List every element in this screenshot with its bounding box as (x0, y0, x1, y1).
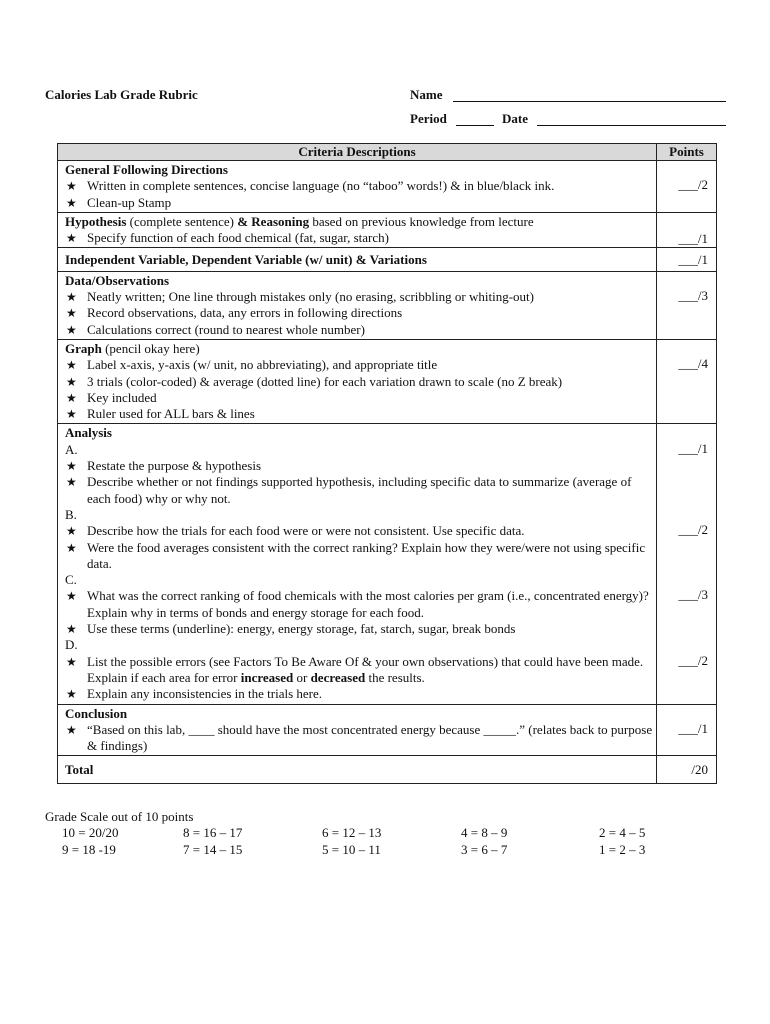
star-bullet-icon: ★ (66, 390, 77, 405)
star-bullet-icon: ★ (66, 231, 77, 246)
list-item: ★ 3 trials (color-coded) & average (dotted line) for each variation drawn to scale (no Z break) (66, 373, 563, 389)
star-bullet-icon: ★ (66, 589, 77, 604)
star-bullet-icon: ★ (66, 306, 77, 321)
list-item: ★ Label x-axis, y-axis (w/ unit, no abbreviating), and appropriate title (66, 357, 438, 373)
list-item: ★ Clean-up Stamp (66, 194, 172, 210)
points-cell[interactable] (657, 704, 717, 756)
points-cell[interactable] (657, 248, 717, 271)
star-bullet-icon: ★ (66, 290, 77, 305)
table-row (58, 424, 717, 704)
list-item: ★ “Based on this lab, ____ should have the most concentrated energy because _____.” (relates back to purpose & findings) (66, 721, 653, 754)
name-label: Name (410, 87, 443, 102)
page-title: Calories Lab Grade Rubric (45, 87, 198, 102)
points-value: ___/1 (678, 252, 708, 268)
list-item: ★ Neatly written; One line through mistakes only (no erasing, scribbling or whiting-out) (66, 289, 534, 305)
list-item: ★ Ruler used for ALL bars & lines (66, 406, 255, 422)
points-value: ___/3 (678, 288, 708, 304)
star-bullet-icon: ★ (66, 374, 77, 389)
total-label: Total (58, 756, 657, 783)
list-item: ★ Explain any inconsistencies in the trials here. (66, 686, 323, 702)
grade-scale-entry: 4 = 8 – 9 (461, 825, 508, 840)
points-value: ___/3 (678, 587, 708, 603)
list-item: ★ What was the correct ranking of food chemicals with the most calories per gram (i.e., concentrated energy)? Explain why in terms of bonds and energy storage for each food. (66, 588, 649, 620)
grade-scale-entry: 8 = 16 – 17 (183, 825, 243, 840)
criteria-cell (58, 424, 657, 704)
list-item: ★ Specify function of each food chemical (fat, sugar, starch) (66, 230, 389, 246)
points-cell[interactable] (657, 339, 717, 423)
star-bullet-icon: ★ (66, 654, 77, 669)
list-item: ★ Key included (66, 389, 157, 405)
section-title: Hypothesis (complete sentence) & Reasoning based on previous knowledge from lecture (65, 213, 534, 229)
table-row (58, 704, 717, 756)
list-item: ★ Were the food averages consistent with the correct ranking? Explain how they were/were not using specific data. (66, 539, 646, 571)
star-bullet-icon: ★ (66, 722, 77, 737)
analysis-part-letter: B. (65, 506, 77, 522)
points-value: ___/1 (678, 440, 708, 456)
grade-scale-entry: 7 = 14 – 15 (183, 842, 243, 857)
list-item: ★ Written in complete sentences, concise language (no “taboo” words!) & in blue/black ink. (66, 178, 555, 194)
date-label: Date (502, 111, 528, 126)
section-title: Conclusion (65, 705, 128, 721)
name-blank-line[interactable] (453, 101, 726, 102)
star-bullet-icon: ★ (66, 687, 77, 702)
criteria-cell (58, 161, 657, 213)
list-item: ★ Calculations correct (round to nearest whole number) (66, 321, 365, 337)
table-row (58, 212, 717, 248)
table-row (58, 161, 717, 213)
points-value: ___/2 (678, 177, 708, 193)
section-title: Independent Variable, Dependent Variable (w/ unit) & Variations (65, 252, 427, 268)
table-row (58, 339, 717, 423)
points-value: ___/2 (678, 652, 708, 668)
grade-scale-entry: 6 = 12 – 13 (322, 825, 382, 840)
grade-scale-title: Grade Scale out of 10 points (45, 809, 194, 824)
section-title: Graph (pencil okay here) (65, 340, 200, 356)
list-item: ★ Restate the purpose & hypothesis (66, 458, 262, 474)
date-blank-line[interactable] (537, 125, 726, 126)
section-title: Data/Observations (65, 272, 169, 288)
star-bullet-icon: ★ (66, 358, 77, 373)
points-value: ___/1 (678, 231, 708, 247)
list-item: ★ Describe whether or not findings supported hypothesis, including specific data to summarize (average of each food) why or why not. (66, 474, 632, 506)
table-row (58, 248, 717, 271)
section-title: Analysis (65, 425, 112, 441)
star-bullet-icon: ★ (66, 475, 77, 490)
grade-scale-entry: 9 = 18 -19 (62, 842, 116, 857)
points-cell[interactable] (657, 424, 717, 704)
star-bullet-icon: ★ (66, 179, 77, 194)
grade-scale-entry: 1 = 2 – 3 (599, 842, 646, 857)
table-header-row (58, 144, 717, 161)
analysis-part-letter: A. (65, 441, 78, 457)
star-bullet-icon: ★ (66, 459, 77, 474)
star-bullet-icon: ★ (66, 524, 77, 539)
period-blank-line[interactable] (456, 125, 494, 126)
criteria-cell (58, 704, 657, 756)
points-value: ___/2 (678, 522, 708, 538)
points-value: ___/1 (678, 720, 708, 736)
grade-scale-entry: 5 = 10 – 11 (322, 842, 381, 857)
grade-scale-entry: 2 = 4 – 5 (599, 825, 646, 840)
rubric-table (57, 143, 717, 784)
list-item: ★ List the possible errors (see Factors To Be Aware Of & your own observations) that could have been made. Explain if each area for error increased or decreased the results. (66, 653, 644, 685)
star-bullet-icon: ★ (66, 540, 77, 555)
list-item: ★ Use these terms (underline): energy, energy storage, fat, starch, sugar, break bonds (66, 621, 516, 637)
table-row (58, 271, 717, 339)
star-bullet-icon: ★ (66, 195, 77, 210)
total-points[interactable]: /20 (657, 756, 717, 783)
section-title: General Following Directions (65, 162, 228, 177)
points-value: ___/4 (678, 356, 708, 372)
points-column-header: Points (657, 144, 717, 161)
criteria-column-header: Criteria Descriptions (58, 144, 657, 161)
total-row (58, 756, 717, 783)
analysis-part-letter: D. (65, 637, 78, 653)
star-bullet-icon: ★ (66, 407, 77, 422)
criteria-cell (58, 248, 657, 271)
criteria-cell (58, 271, 657, 339)
grade-scale-entry: 3 = 6 – 7 (461, 842, 508, 857)
period-label: Period (410, 111, 447, 126)
points-cell[interactable] (657, 161, 717, 213)
list-item: ★ Describe how the trials for each food were or were not consistent. Use specific data. (66, 523, 525, 539)
criteria-cell (58, 339, 657, 423)
points-cell[interactable] (657, 271, 717, 339)
criteria-cell (58, 212, 657, 248)
grade-scale-entry: 10 = 20/20 (62, 825, 119, 840)
star-bullet-icon: ★ (66, 322, 77, 337)
list-item: ★ Record observations, data, any errors in following directions (66, 305, 403, 321)
points-cell[interactable] (657, 212, 717, 248)
star-bullet-icon: ★ (66, 622, 77, 637)
analysis-part-letter: C. (65, 572, 77, 588)
